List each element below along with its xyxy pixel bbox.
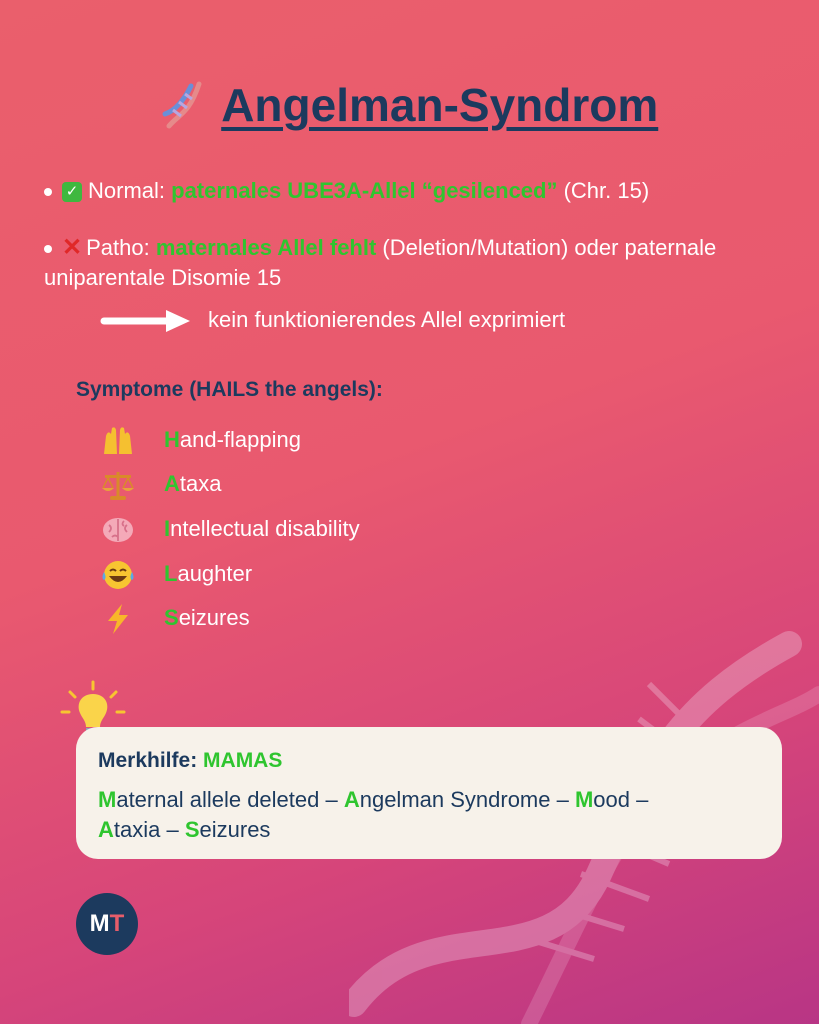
symptom-initial: I (164, 516, 171, 541)
dna-icon (161, 80, 207, 130)
title-row (0, 78, 819, 132)
mnemonic-label: Merkhilfe: (98, 749, 204, 772)
symptom-text: aughter (177, 561, 253, 586)
symptom-text: ntellectual disability (170, 516, 360, 541)
mnemonic-text (98, 785, 698, 845)
check-mark-icon: ✓ (62, 182, 82, 202)
patho-highlight: maternales Allel fehlt (155, 235, 377, 260)
bullet-dot (44, 188, 52, 196)
bullet-dot (44, 245, 52, 253)
mnemonic-initial: M (98, 787, 117, 812)
lightning-icon (100, 602, 136, 636)
mnemonic-word: aternal allele deleted – (116, 787, 344, 812)
cross-mark-icon: ✕ (62, 234, 83, 261)
laughing-tears-icon (100, 558, 136, 592)
mnemonic-initial: A (98, 817, 114, 842)
logo-letter-t: T (109, 910, 125, 937)
mnemonic-heading (98, 749, 282, 773)
symptom-item (100, 467, 222, 501)
symptom-text: eizures (178, 605, 250, 630)
mnemonic-initial: M (574, 787, 594, 812)
mnemonic-initial: S (184, 817, 200, 842)
patho-rest: (Deletion/Mutation) oder paternale uniparentale Disomie 15 (44, 235, 717, 290)
symptoms-heading: Symptome (HAILS the angels): (76, 378, 383, 401)
logo-letter-m: M (89, 910, 110, 937)
mnemonic-initial: A (343, 787, 360, 812)
symptom-item (100, 512, 360, 546)
mnemonic-card (76, 727, 782, 859)
symptom-text: and-flapping (179, 427, 301, 452)
symptom-item (100, 557, 253, 591)
bullet-patho (44, 233, 784, 293)
brain-icon (100, 513, 136, 547)
raised-hands-icon (100, 424, 136, 458)
right-arrow-icon (100, 308, 192, 334)
symptom-item (100, 423, 301, 457)
normal-label: Normal: (88, 178, 172, 203)
symptom-initial: L (164, 561, 178, 586)
patho-label: Patho: (86, 235, 156, 260)
symptom-initial: A (164, 471, 180, 496)
arrow-result (100, 307, 565, 334)
normal-highlight: paternales UBE3A-Allel “gesilenced” (171, 178, 558, 203)
balance-scale-icon (100, 468, 136, 502)
page-title: Angelman-Syndrom (221, 79, 659, 131)
arrow-text: kein funktionierendes Allel exprimiert (208, 307, 566, 332)
symptom-text: taxa (179, 471, 222, 496)
symptom-item (100, 601, 250, 635)
mnemonic-word: eizures (199, 817, 271, 842)
mnemonic-keyword: MAMAS (203, 749, 283, 772)
mnemonic-word: ood – (593, 787, 649, 812)
mnemonic-word: taxia – (113, 817, 185, 842)
normal-rest: (Chr. 15) (557, 178, 650, 203)
brand-logo (76, 893, 138, 955)
symptom-initial: H (164, 427, 180, 452)
bullet-normal (44, 176, 649, 206)
symptom-initial: S (164, 605, 179, 630)
mnemonic-word: ngelman Syndrome – (359, 787, 575, 812)
